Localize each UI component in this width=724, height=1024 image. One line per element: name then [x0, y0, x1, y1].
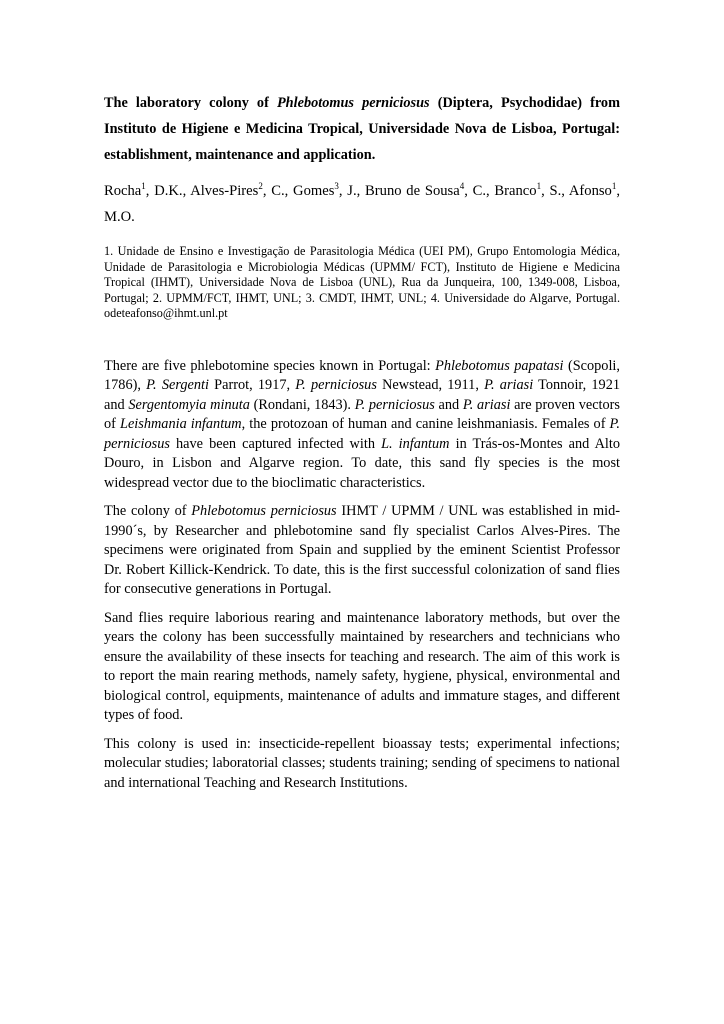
italic-term: Phlebotomus papatasi [435, 357, 564, 374]
paragraph [104, 735, 620, 794]
text-run: (Rondani, 1843). [249, 396, 355, 413]
affiliation-mark: 1 [536, 181, 542, 192]
italic-term: P. perniciosus [104, 416, 621, 452]
paragraph [104, 609, 620, 726]
text-run: Sand flies require laborious rearing and maintenance laboratory methods, but over the years the colony has been successfully maintained by researchers and technicians who ensure the availability of these insects for teaching and research. The aim of this work is to report the main rearing methods, namely safety, hygiene, physical, environmental and biological control, equipments, maintenance of adults and immature stages, and different types of food. [104, 609, 620, 724]
author-name: Rocha [104, 183, 142, 199]
text-run: IHMT / UPMM / UNL was established in mid-1990´s, by Researcher and phlebotomine sand fly specialist Carlos Alves-Pires. The specimens were originated from Spain and supplied by the eminent Scientist Professor Dr. Robert Killick-Kendrick. To date, this is the first successful colonization of sand flies for consecutive generations in Portugal. [104, 503, 620, 598]
affiliations: 1. Unidade de Ensino e Investigação de Parasitologia Médica (UEI PM), Grupo Entomologia Médica, Unidade de Parasitologia e Microbiologia Médicas (UPMM/ FCT), Instituto de Higiene e Medicina Tropical (IHMT), Universidade Nova de Lisboa (UNL), Rua da Junqueira, 100, 1349-008, Lisboa, Portugal; 2. UPMM/FCT, IHMT, UNL; 3. CMDT, IHMT, UNL; 4. Universidade do Algarve, Portugal. odeteafonso@ihmt.unl.pt [104, 244, 620, 321]
text-run: and [434, 396, 463, 413]
text-run: Tonnoir, 1921 and [104, 377, 620, 413]
text-run: This colony is used in: insecticide-repellent bioassay tests; experimental infections; molecular studies; laboratorial classes; students training; sending of specimens to national and international Teaching and Research Institutions. [104, 735, 620, 791]
title-part-1: The laboratory colony of [104, 95, 277, 111]
paragraph [104, 357, 620, 494]
author-name: Branco [494, 183, 537, 199]
text-run: , the protozoan of human and canine leishmaniasis. Females of [241, 416, 610, 433]
text-run: in Trás-os-Montes and Alto Douro, in Lisbon and Algarve region. To date, this sand fly species is the most widespread vector due to the bioclimatic characteristics. [104, 435, 620, 491]
text-run: There are five phlebotomine species known in Portugal: [104, 357, 436, 374]
author-initials: , C., [464, 183, 495, 199]
abstract-body [104, 357, 620, 794]
title-species: Phlebotomus perniciosus [276, 95, 430, 111]
text-run: (Scopoli, 1786), [104, 357, 620, 394]
author-initials: , M.O. [104, 183, 621, 225]
text-run: Parrot, 1917, [208, 377, 296, 394]
affiliation-mark: 1 [611, 181, 617, 192]
author-name: Afonso [568, 183, 612, 199]
title-part-2: (Diptera, Psychodidae) from Instituto de Higiene e Medicina Tropical, Universidade Nova de Lisboa, Portugal: establishment, maintenance and application. [104, 95, 620, 163]
affiliation-mark: 3 [334, 181, 339, 192]
italic-term: P. perniciosus [354, 396, 435, 413]
paragraph [104, 502, 620, 600]
author-list [104, 178, 620, 230]
affiliation-mark: 1 [141, 181, 146, 192]
text-run: are proven vectors of [104, 396, 620, 433]
author-initials: , D.K., [145, 183, 191, 199]
text-run: Newstead, 1911, [376, 377, 485, 394]
text-run: The colony of [104, 503, 192, 520]
italic-term: Phlebotomus perniciosus [191, 503, 337, 520]
italic-term: P. Sergenti [146, 377, 209, 394]
author-initials: , S., [541, 183, 569, 199]
italic-term: P. ariasi [462, 396, 511, 413]
affiliation-mark: 4 [459, 181, 465, 192]
affiliation-mark: 2 [258, 181, 263, 192]
italic-term: P. perniciosus [295, 377, 377, 394]
text-run: have been captured infected with [169, 435, 382, 452]
author-name: Bruno de Sousa [365, 183, 460, 199]
author-name: Gomes [293, 183, 335, 199]
italic-term: Leishmania infantum [120, 416, 242, 433]
italic-term: L. infantum [381, 435, 450, 452]
paper-content [104, 90, 620, 802]
italic-term: P. ariasi [484, 377, 534, 394]
author-initials: , C., [262, 183, 294, 199]
italic-term: Sergentomyia minuta [128, 396, 250, 413]
paper-title [104, 90, 620, 168]
author-initials: , J., [338, 183, 366, 199]
author-name: Alves-Pires [190, 183, 259, 199]
